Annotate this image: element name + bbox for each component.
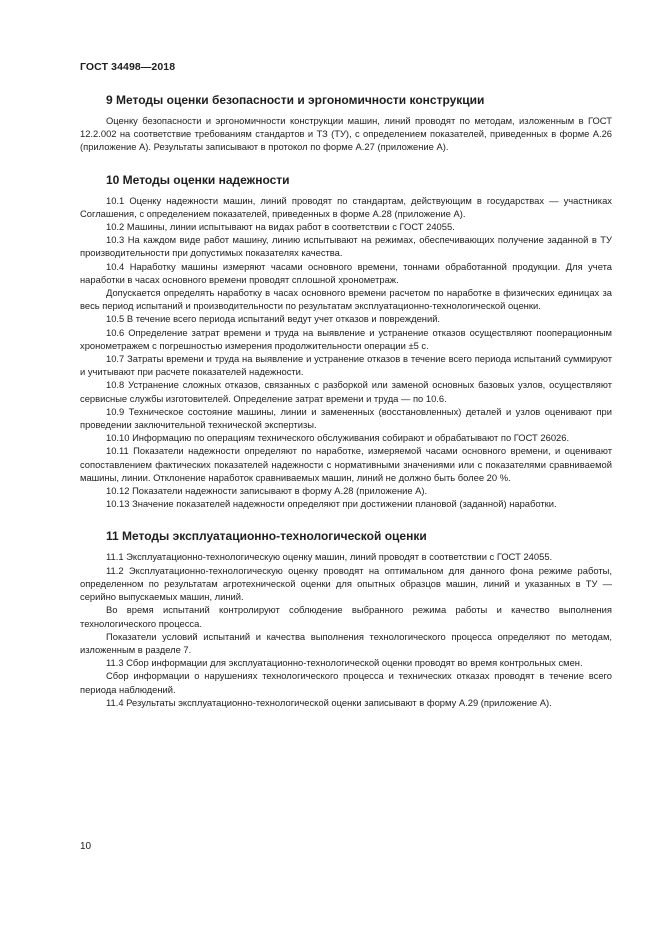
paragraph: 11.4 Результаты эксплуатационно-технологической оценки записывают в форму А.29 (приложение А).	[106, 696, 552, 708]
paragraph: 11.2 Эксплуатационно-технологическую оценку проводят на оптимальном для данного фона режиме работы, определенном по результатам агротехнической оценки для опытных образцов машин, линий и указанных в ТУ — серийно выпускаемых машин, линий.	[80, 564, 612, 603]
paragraph: Сбор информации о нарушениях технологического процесса и технических отказах проводят в течение всего периода наблюдений.	[80, 670, 612, 695]
section-10	[80, 173, 612, 511]
paragraph: 10.11 Показатели надежности определяют по наработке, измеряемой часами основного времени, и оценивают сопоставлением фактических показателей надежности с нормативными значениями или с показателями сравниваемой машины, линии. Отклонение наработок сравниваемых машин, линий не должно быть более 20 %.	[80, 445, 612, 483]
section-title: 11 Методы эксплуатационно-технологической оценки	[106, 529, 427, 544]
document-header: ГОСТ 34498—2018	[80, 61, 176, 73]
paragraph: 10.5 В течение всего периода испытаний ведут учет отказов и повреждений.	[106, 313, 441, 325]
section-title: 9 Методы оценки безопасности и эргономичности конструкции	[106, 93, 485, 107]
paragraph: 10.6 Определение затрат времени и труда на выявление и устранение отказов осуществляют пооперационным хронометражем с погрешностью измерения продолжительности операции ±5 с.	[80, 326, 612, 351]
paragraph: 10.1 Оценку надежности машин, линий проводят по стандартам, действующим в государствах — участниках Соглашения, с определением показателей, приведенных в форме А.28 (приложение А).	[80, 194, 612, 219]
paragraph: 11.3 Сбор информации для эксплуатационно-технологической оценки проводят во время контрольных смен.	[106, 657, 583, 669]
paragraph: Допускается определять наработку в часах основного времени расчетом по наработке в физических единицах за весь период испытаний и производительности по результатам эксплуатационно-технологической оценки.	[80, 287, 612, 312]
section-title: 10 Методы оценки надежности	[106, 172, 290, 187]
section-9	[80, 93, 612, 154]
paragraph: 10.2 Машины, линии испытывают на видах работ в соответствии с ГОСТ 24055.	[106, 221, 455, 233]
paragraph: 10.12 Показатели надежности записывают в форму А.28 (приложение А).	[106, 485, 428, 497]
paragraph: 10.7 Затраты времени и труда на выявление и устранение отказов в течение всего периода испытаний суммируют и учитывают при расчете показателей надежности.	[80, 353, 612, 378]
paragraph: 10.13 Значение показателей надежности определяют при достижении плановой (заданной) наработки.	[106, 498, 557, 510]
paragraph: Во время испытаний контролируют соблюдение выбранного режима работы и качество выполнения технологического процесса.	[80, 604, 612, 629]
paragraph: 10.8 Устранение сложных отказов, связанных с разборкой или заменой основных базовых узлов, осуществляют сервисные службы изготовителей. Определение затрат времени и труда — по 10.6.	[80, 379, 612, 404]
paragraph: Показатели условий испытаний и качества выполнения технологического процесса определяют по методам, изложенным в разделе 7.	[80, 630, 612, 655]
document-body	[80, 93, 612, 728]
paragraph: 10.9 Техническое состояние машины, линии и замененных (восстановленных) деталей и узлов оценивают при проведении заключительной технической экспертизы.	[80, 405, 612, 431]
paragraph: Оценку безопасности и эргономичности конструкции машин, линий проводят по методам, изложенным в ГОСТ 12.2.002 на соответствие требованиям стандартов и ТЗ (ТУ), с определением показателей, приведенных в форме А.26 (приложение А). Результаты записывают в протокол по форме А.27 (приложение А).	[80, 115, 612, 153]
paragraph: 10.10 Информацию по операциям технического обслуживания собирают и обрабатывают по ГОСТ 26026.	[106, 432, 570, 444]
paragraph: 10.3 На каждом виде работ машину, линию испытывают на режимах, обеспечивающих получение заданной в ТУ производительности при допустимых показателях качества.	[80, 234, 612, 259]
page-number: 10	[80, 841, 92, 852]
section-11	[80, 529, 612, 708]
paragraph: 10.4 Наработку машины измеряют часами основного времени, тоннами обработанной продукции. Для учета наработки в часах основного времени проводят сплошной хронометраж.	[80, 260, 612, 285]
paragraph: 11.1 Эксплуатационно-технологическую оценку машин, линий проводят в соответствии с ГОСТ 24055.	[106, 551, 553, 563]
